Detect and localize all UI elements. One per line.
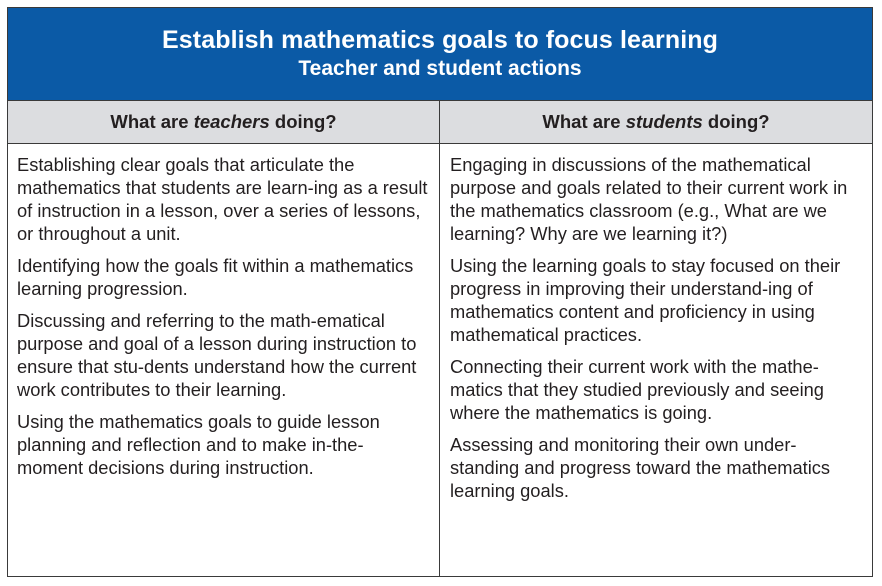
table-banner	[8, 8, 872, 101]
student-action: Engaging in discussions of the mathematical purpose and goals related to their current work in the mathematics classroom (e.g., What are we learning? Why are we learning it?)	[450, 154, 848, 244]
students-header-prefix: What are	[542, 111, 626, 132]
teachers-column	[8, 144, 440, 576]
students-column	[440, 144, 872, 576]
students-header-emphasis: students	[625, 111, 703, 132]
table-subtitle: Teacher and student actions	[298, 57, 582, 80]
teachers-column-header	[8, 101, 440, 143]
teachers-header-suffix: doing?	[269, 111, 337, 132]
student-action: Connecting their current work with the mathe-matics that they studied previously and seeing where the mathematics is going.	[450, 356, 824, 423]
actions-table	[7, 7, 873, 577]
student-action: Assessing and monitoring their own under-standing and progress toward the mathematics learning goals.	[450, 434, 831, 501]
teachers-header-prefix: What are	[110, 111, 194, 132]
students-column-header	[440, 101, 872, 143]
teacher-action: Discussing and referring to the math-ematical purpose and goal of a lesson during instruction to ensure that stu-dents understand how the current work contributes to their learning.	[17, 310, 417, 400]
students-header-suffix: doing?	[702, 111, 770, 132]
teacher-action: Using the mathematics goals to guide lesson planning and reflection and to make in-the-moment decisions during instruction.	[17, 411, 380, 478]
teachers-header-emphasis: teachers	[193, 111, 270, 132]
teacher-action: Establishing clear goals that articulate the mathematics that students are learn-ing as a result of instruction in a lesson, over a series of lessons, or throughout a unit.	[17, 154, 428, 244]
column-headers	[8, 101, 872, 144]
student-action: Using the learning goals to stay focused on their progress in improving their understand-ing of mathematics content and proficiency in using mathematical practices.	[450, 255, 841, 345]
table-body	[8, 144, 872, 576]
teacher-action: Identifying how the goals fit within a mathematics learning progression.	[17, 255, 414, 299]
table-title: Establish mathematics goals to focus learning	[161, 26, 719, 54]
